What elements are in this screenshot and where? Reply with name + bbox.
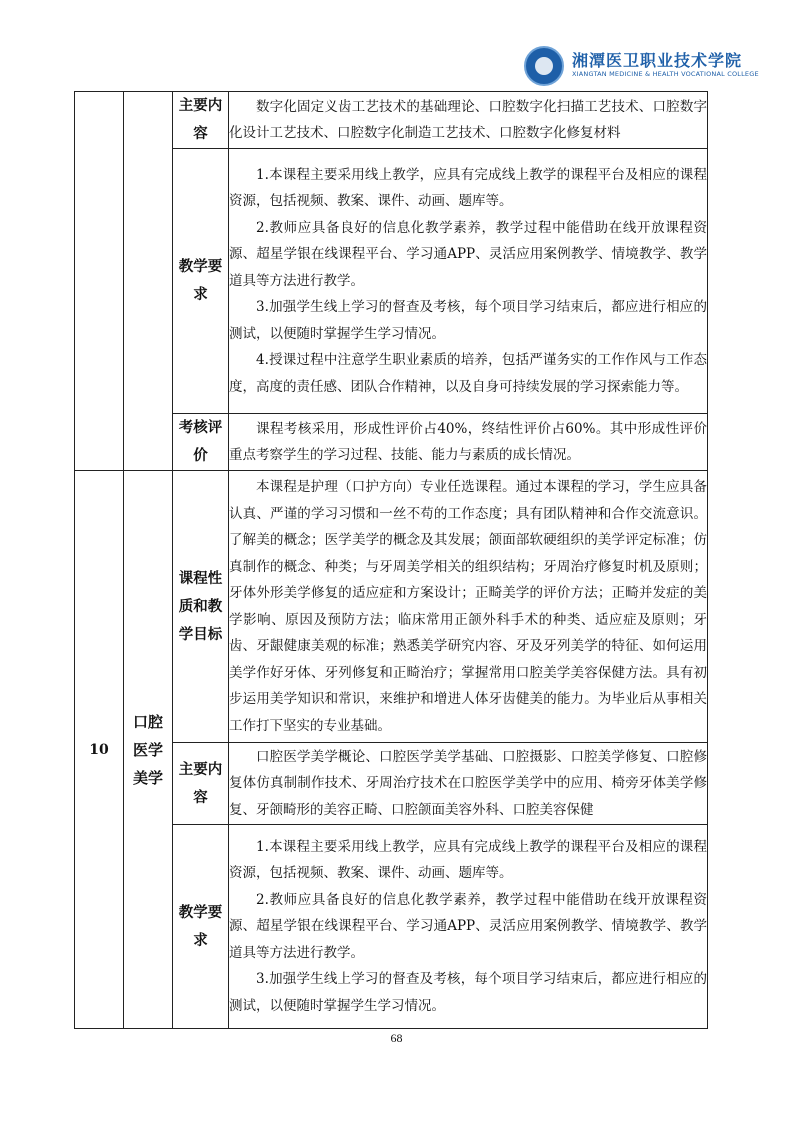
list-item: 1.本课程主要采用线上教学，应具有完成线上教学的课程平台及相应的课程资源，包括视频、教案、课件、动画、题库等。 <box>229 838 707 882</box>
main-content-label: 主要内容 <box>173 743 229 825</box>
list-item: 2.教师应具备良好的信息化教学素养，教学过程中能借助在线开放课程资源、超星学银在线课程平台、学习通APP、灵活应用案例教学、情境教学、教学道具等方法进行教学。 <box>229 219 707 289</box>
teaching-requirements-label: 教学要求 <box>173 825 229 1029</box>
list-item: 3.加强学生线上学习的督查及考核，每个项目学习结束后，都应进行相应的测试，以便随时掌握学生学习情况。 <box>229 971 707 1014</box>
prev-index-cell <box>75 92 124 471</box>
assessment-cell <box>229 414 708 471</box>
assessment-label: 考核评价 <box>173 414 229 471</box>
teaching-requirements-label: 教学要求 <box>173 149 229 414</box>
main-content-cell <box>229 92 708 149</box>
course-name-line: 医学 <box>132 740 163 759</box>
course-nature-cell <box>229 471 708 743</box>
course-name-line: 口腔 <box>132 712 163 731</box>
main-content-label: 主要内容 <box>173 92 229 149</box>
prev-course-name-cell <box>124 92 173 471</box>
table-row <box>75 92 708 149</box>
course-name <box>124 471 173 1029</box>
assessment-text: 课程考核采用，形成性评价占40%，终结性评价占60%。其中形成性评价重点考察学生的学习过程、技能、能力与素质的成长情况。 <box>229 420 707 463</box>
school-name: 湘潭医卫职业技术学院 <box>572 51 743 70</box>
table-row <box>75 471 708 743</box>
school-emblem-icon <box>524 46 564 86</box>
course-index: 10 <box>75 471 124 1029</box>
main-content-text: 口腔医学美学概论、口腔医学美学基础、口腔摄影、口腔美学修复、口腔修复体仿真制制作技术、牙周治疗技术在口腔医学美学中的应用、椅旁牙体美学修复、牙颌畸形的美容正畸、口腔颌面美容外科、口腔美容保健 <box>229 748 707 818</box>
course-name-line: 美学 <box>132 768 163 787</box>
list-item: 4.授课过程中注意学生职业素质的培养，包括严谨务实的工作作风与工作态度，高度的责任感、团队合作精神，以及自身可持续发展的学习探索能力等。 <box>229 352 707 395</box>
main-content-cell <box>229 743 708 825</box>
curriculum-table <box>74 91 708 1029</box>
teaching-requirements-cell <box>229 825 708 1029</box>
list-item: 1.本课程主要采用线上教学，应具有完成线上教学的课程平台及相应的课程资源，包括视频、教案、课件、动画、题库等。 <box>229 166 707 210</box>
course-nature-label: 课程性质和教学目标 <box>173 471 229 743</box>
school-logo <box>524 44 759 90</box>
school-name-english: XIANGTAN MEDICINE & HEALTH VOCATIONAL COLLEGE <box>572 70 759 78</box>
list-item: 2.教师应具备良好的信息化教学素养，教学过程中能借助在线开放课程资源、超星学银在线课程平台、学习通APP、灵活应用案例教学、情境教学、教学道具等方法进行教学。 <box>229 891 707 961</box>
page-number: 68 <box>390 1031 403 1045</box>
list-item: 3.加强学生线上学习的督查及考核，每个项目学习结束后，都应进行相应的测试，以便随时掌握学生学习情况。 <box>229 299 707 342</box>
teaching-requirements-cell <box>229 149 708 414</box>
main-content-text: 数字化固定义齿工艺技术的基础理论、口腔数字化扫描工艺技术、口腔数字化设计工艺技术、口腔数字化制造工艺技术、口腔数字化修复材料 <box>229 98 707 141</box>
course-nature-text: 本课程是护理（口护方向）专业任选课程。通过本课程的学习，学生应具备认真、严谨的学习习惯和一丝不苟的工作态度；具有团队精神和合作交流意识。了解美的概念；医学美学的概念及其发展；颌面部软硬组织的美学评定标准；仿真制作的概念、种类；与牙周美学相关的组织结构；牙周治疗修复时机及原则；牙体外形美学修复的适应症和方案设计；正畸美学的评价方法；正畸并发症的美学影响、原因及预防方法；临床常用正颌外科手术的种类、适应症及原则；牙齿、牙龈健康美观的标准；熟悉美学研究内容、牙及牙列美学的特征、如何运用美学作好牙体、牙列修复和正畸治疗；掌握常用口腔美学美容保健方法。具有初步运用美学知识和常识，来维护和增进人体牙齿健美的能力。为毕业后从事相关工作打下坚实的专业基础。 <box>229 479 707 734</box>
